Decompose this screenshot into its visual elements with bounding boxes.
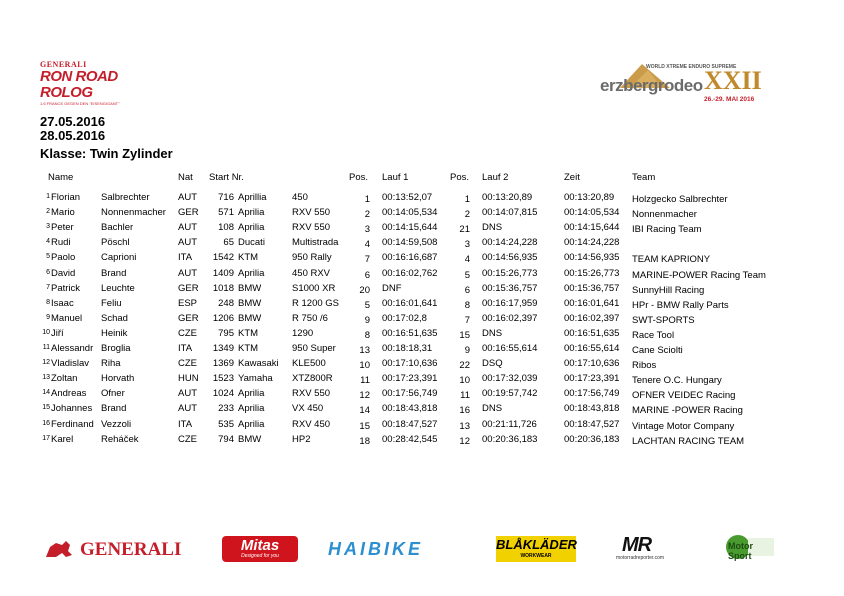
pos1-cell: 7	[364, 254, 370, 266]
zeit-cell: 00:16:01,641	[564, 297, 620, 309]
zeit-cell: 00:14:15,644	[564, 222, 620, 234]
lauf2-cell: DNS	[482, 327, 503, 339]
lauf1-cell: 00:17:56,749	[382, 388, 438, 400]
start-number-cell: 535	[218, 418, 234, 430]
bike-make-cell: BMW	[238, 312, 262, 324]
start-number-cell: 233	[218, 403, 234, 415]
start-number-cell: 1542	[212, 252, 234, 264]
start-number-cell: 1018	[212, 282, 234, 294]
mr-sub: motorradreporter.com	[616, 555, 665, 561]
rank-cell: 8	[46, 298, 50, 306]
first-name-cell: Peter	[51, 222, 74, 234]
sponsor-motorsport	[724, 532, 776, 562]
bike-model-cell: 450	[292, 192, 308, 203]
mitas-tagline: Designed for you	[241, 553, 279, 559]
lauf1-cell: 00:17:10,636	[382, 358, 438, 370]
last-name-cell: Ofner	[101, 388, 125, 400]
date-line-2: 28.05.2016	[40, 128, 106, 143]
sponsor-mitas	[222, 536, 298, 562]
nationality-cell: AUT	[178, 192, 197, 203]
zeit-cell: 00:18:47,527	[564, 418, 620, 430]
rank-cell: 16	[42, 419, 50, 427]
bike-make-cell: BMW	[238, 297, 262, 309]
bike-model-cell: S1000 XR	[292, 282, 336, 294]
last-name-cell: Vezzoli	[101, 418, 132, 430]
pos1-cell: 9	[364, 314, 370, 326]
erzberg-brand: erzbergrodeo	[600, 76, 703, 95]
zeit-cell: 00:16:55,614	[564, 343, 620, 354]
team-cell: Ribos	[632, 360, 657, 372]
lauf2-cell: DNS	[482, 403, 503, 415]
start-number-cell: 1349	[212, 343, 234, 354]
lauf1-cell: 00:17:23,391	[382, 373, 438, 385]
pos1-cell: 11	[360, 375, 370, 387]
team-cell: TEAM KAPRIONY	[632, 254, 711, 266]
bike-make-cell: Aprilia	[238, 388, 265, 400]
bike-model-cell: R 1200 GS	[292, 297, 339, 309]
lauf1-cell: 00:16:01,641	[382, 297, 438, 309]
lauf2-cell: 00:19:57,742	[482, 388, 538, 400]
last-name-cell: Caprioni	[101, 252, 137, 264]
nationality-cell: AUT	[178, 388, 197, 400]
rank-cell: 1	[46, 193, 50, 200]
last-name-cell: Feliu	[101, 297, 122, 309]
zeit-cell: 00:13:20,89	[564, 192, 615, 203]
blaklader-sub: WORKWEAR	[520, 553, 552, 559]
col-header-zeit: Zeit	[564, 172, 580, 183]
pos1-cell: 10	[359, 360, 370, 372]
lauf2-cell: 00:20:36,183	[482, 433, 538, 445]
rank-cell: 6	[46, 268, 50, 276]
nationality-cell: ITA	[178, 343, 193, 354]
rank-cell: 13	[42, 374, 50, 382]
nationality-cell: ITA	[178, 418, 193, 430]
team-cell: Nonnenmacher	[632, 209, 697, 221]
lauf2-cell: 00:15:36,757	[482, 282, 538, 294]
last-name-cell: Leuchte	[101, 282, 135, 294]
team-cell: SWT-SPORTS	[632, 314, 695, 326]
pos2-cell: 2	[464, 209, 470, 221]
nationality-cell: ITA	[178, 252, 193, 264]
first-name-cell: Ferdinand	[51, 418, 94, 430]
lauf2-cell: 00:16:55,614	[482, 343, 538, 354]
rank-cell: 5	[46, 253, 50, 261]
last-name-cell: Horvath	[101, 373, 135, 385]
lauf1-cell: 00:16:16,687	[382, 252, 438, 264]
start-number-cell: 1369	[212, 358, 234, 370]
lauf1-cell: 00:18:18,31	[382, 343, 433, 354]
pos2-cell: 11	[460, 390, 470, 402]
bike-model-cell: 1290	[292, 327, 314, 339]
pos2-cell: 9	[464, 345, 470, 356]
pos2-cell: 21	[459, 224, 470, 236]
team-cell: MARINE -POWER Racing	[632, 405, 743, 417]
nationality-cell: GER	[178, 207, 199, 219]
pos2-cell: 6	[464, 284, 470, 296]
zeit-cell: 00:17:10,636	[564, 358, 620, 370]
pos2-cell: 22	[459, 360, 470, 372]
lauf1-cell: 00:18:43,818	[382, 403, 438, 415]
nationality-cell: AUT	[178, 403, 197, 415]
start-number-cell: 795	[218, 327, 234, 339]
bike-model-cell: RXV 550	[292, 222, 331, 234]
team-cell: Race Tool	[632, 329, 675, 341]
nationality-cell: ESP	[178, 297, 198, 309]
bike-model-cell: HP2	[292, 433, 311, 445]
team-cell: LACHTAN RACING TEAM	[632, 435, 745, 447]
team-cell: SunnyHill Racing	[632, 284, 705, 296]
lauf1-cell: 00:14:59,508	[382, 237, 438, 249]
zeit-cell: 00:16:02,397	[564, 312, 620, 324]
last-name-cell: Bachler	[101, 222, 134, 234]
col-header-nat: Nat	[178, 172, 193, 183]
first-name-cell: Vladislav	[51, 358, 90, 370]
zeit-cell: 00:14:24,228	[564, 237, 620, 249]
team-cell: Vintage Motor Company	[632, 420, 735, 432]
col-header-team: Team	[632, 172, 656, 183]
col-header-lauf1: Lauf 1	[382, 172, 409, 183]
start-number-cell: 1206	[212, 312, 234, 324]
last-name-cell: Brand	[101, 403, 127, 415]
nationality-cell: CZE	[178, 433, 197, 445]
pos1-cell: 15	[359, 420, 370, 432]
last-name-cell: Schad	[101, 312, 128, 324]
first-name-cell: Andreas	[51, 388, 87, 400]
team-cell: HPr - BMW Rally Parts	[632, 299, 729, 311]
erzberg-numeral: XXII	[704, 66, 762, 95]
lauf2-cell: DSQ	[482, 358, 503, 370]
sponsor-generali	[44, 536, 192, 562]
bike-make-cell: Kawasaki	[238, 358, 279, 370]
pos1-cell: 12	[359, 390, 370, 402]
start-number-cell: 716	[218, 192, 234, 203]
zeit-cell: 00:17:56,749	[564, 388, 620, 400]
last-name-cell: Broglia	[101, 343, 131, 354]
last-name-cell: Brand	[101, 267, 127, 279]
rank-cell: 10	[42, 328, 50, 336]
rank-cell: 2	[46, 208, 50, 216]
last-name-cell: Pöschl	[101, 237, 130, 249]
lauf2-cell: 00:17:32,039	[482, 373, 538, 385]
first-name-cell: Karel	[51, 433, 74, 445]
rank-cell: 15	[42, 404, 50, 412]
pos2-cell: 16	[459, 405, 470, 417]
lauf2-cell: 00:21:11,726	[482, 418, 537, 430]
team-cell: Cane Sciolti	[632, 345, 683, 356]
pos1-cell: 20	[359, 284, 370, 296]
first-name-cell: Alessandr	[51, 343, 94, 354]
zeit-cell: 00:16:51,635	[564, 327, 620, 339]
col-header-pos2: Pos.	[450, 172, 470, 183]
pos2-cell: 12	[459, 435, 470, 447]
bike-model-cell: Multistrada	[292, 237, 339, 249]
last-name-cell: Reháček	[101, 433, 139, 445]
haibike-label: HAIBIKE	[328, 539, 424, 559]
rank-cell: 17	[42, 434, 50, 442]
nationality-cell: GER	[178, 282, 199, 294]
lauf1-cell: 00:13:52,07	[382, 192, 433, 203]
bike-model-cell: RXV 550	[292, 207, 331, 219]
team-cell: IBI Racing Team	[632, 224, 702, 236]
bike-make-cell: BMW	[238, 282, 262, 294]
lauf1-cell: 00:16:51,635	[382, 327, 438, 339]
rank-cell: 11	[42, 344, 50, 351]
pos1-cell: 18	[359, 435, 370, 447]
pos2-cell: 4	[464, 254, 470, 266]
bike-model-cell: RXV 550	[292, 388, 331, 400]
blaklader-label: BLÅKLÄDER	[496, 537, 577, 552]
col-header-start-nr: Start Nr.	[209, 172, 244, 183]
bike-make-cell: KTM	[238, 252, 259, 264]
nationality-cell: HUN	[178, 373, 199, 385]
pos2-cell: 10	[459, 375, 470, 387]
zeit-cell: 00:17:23,391	[564, 373, 620, 385]
start-number-cell: 108	[218, 222, 234, 234]
pos1-cell: 1	[364, 194, 370, 205]
rank-cell: 4	[46, 238, 50, 246]
first-name-cell: Manuel	[51, 312, 83, 324]
first-name-cell: Isaac	[51, 297, 74, 309]
bike-model-cell: XTZ800R	[292, 373, 333, 385]
first-name-cell: Johannes	[51, 403, 93, 415]
motorsport-label: Motor Sport	[728, 541, 753, 561]
bike-model-cell: VX 450	[292, 403, 324, 415]
erzberg-tagline: WORLD XTREME ENDURO SUPREME	[646, 64, 737, 70]
date-line-1: 27.05.2016	[40, 114, 106, 129]
lauf1-cell: 00:14:15,644	[382, 222, 438, 234]
zeit-cell: 00:14:05,534	[564, 207, 620, 219]
rank-cell: 12	[42, 359, 50, 367]
team-cell: Tenere O.C. Hungary	[632, 375, 722, 387]
last-name-cell: Riha	[101, 358, 121, 370]
pos2-cell: 3	[464, 239, 470, 251]
lauf2-cell: 00:16:17,959	[482, 297, 538, 309]
bike-make-cell: Ducati	[238, 237, 265, 249]
first-name-cell: Jiří	[51, 327, 64, 339]
col-header-pos1: Pos.	[349, 172, 369, 183]
nationality-cell: GER	[178, 312, 199, 324]
bike-make-cell: Aprilia	[238, 403, 265, 415]
bike-make-cell: Aprillia	[238, 192, 267, 203]
first-name-cell: Florian	[51, 192, 81, 203]
start-number-cell: 1024	[212, 388, 234, 400]
mr-label: MR	[622, 534, 652, 556]
bike-model-cell: 450 RXV	[292, 267, 331, 279]
sponsor-motorradreporter	[616, 536, 696, 562]
start-number-cell: 571	[218, 207, 234, 219]
start-number-cell: 1409	[212, 267, 234, 279]
lauf2-cell: 00:15:26,773	[482, 267, 538, 279]
first-name-cell: Paolo	[51, 252, 76, 264]
first-name-cell: David	[51, 267, 76, 279]
bike-model-cell: 950 Super	[292, 343, 336, 354]
start-number-cell: 1523	[212, 373, 234, 385]
erzberg-dates: 26.-29. MAI 2016	[704, 96, 755, 103]
pos1-cell: 6	[364, 269, 370, 281]
mitas-label: Mitas	[240, 537, 280, 554]
bike-model-cell: KLE500	[292, 358, 326, 370]
bike-make-cell: Aprilia	[238, 418, 265, 430]
zeit-cell: 00:15:26,773	[564, 267, 620, 279]
generali-label: GENERALI	[80, 539, 182, 560]
pos1-cell: 14	[359, 405, 370, 417]
nationality-cell: CZE	[178, 358, 197, 370]
bike-make-cell: Aprilia	[238, 207, 265, 219]
last-name-cell: Heinik	[101, 327, 128, 339]
rank-cell: 14	[42, 389, 50, 397]
first-name-cell: Rudi	[51, 237, 71, 249]
lauf1-cell: 00:17:02,8	[382, 312, 427, 324]
logo-left-line1: GENERALI	[40, 60, 87, 69]
nationality-cell: AUT	[178, 222, 197, 234]
col-header-lauf2: Lauf 2	[482, 172, 509, 183]
bike-make-cell: Yamaha	[238, 373, 273, 385]
pos2-cell: 7	[464, 314, 470, 326]
first-name-cell: Mario	[51, 207, 75, 219]
lauf1-cell: DNF	[382, 282, 402, 294]
pos2-cell: 1	[464, 194, 470, 205]
first-name-cell: Patrick	[51, 282, 81, 294]
pos1-cell: 2	[364, 209, 370, 221]
pos2-cell: 15	[459, 329, 470, 341]
bike-make-cell: Aprilia	[238, 222, 265, 234]
bike-model-cell: RXV 450	[292, 418, 331, 430]
lauf1-cell: 00:16:02,762	[382, 267, 438, 279]
nationality-cell: AUT	[178, 267, 197, 279]
lauf2-cell: 00:14:56,935	[482, 252, 538, 264]
lauf2-cell: 00:13:20,89	[482, 192, 533, 203]
bike-make-cell: KTM	[238, 327, 259, 339]
pos1-cell: 8	[364, 329, 370, 341]
lauf2-cell: DNS	[482, 222, 503, 234]
logo-left-tagline: 1.6 FRANCE GEGEN DEN "EISENGIGANT"	[40, 101, 120, 106]
logo-left-line2: RON ROAD	[40, 68, 118, 85]
zeit-cell: 00:20:36,183	[564, 433, 620, 445]
lauf1-cell: 00:14:05,534	[382, 207, 438, 219]
bike-make-cell: Aprilia	[238, 267, 265, 279]
bike-model-cell: 950 Rally	[292, 252, 332, 264]
pos1-cell: 13	[359, 345, 370, 356]
last-name-cell: Salbrechter	[101, 192, 150, 203]
rank-cell: 9	[46, 313, 50, 321]
pos2-cell: 8	[464, 299, 470, 311]
pos2-cell: 5	[464, 269, 470, 281]
rank-cell: 7	[46, 283, 50, 291]
start-number-cell: 65	[223, 237, 234, 249]
lauf2-cell: 00:14:07,815	[482, 207, 538, 219]
zeit-cell: 00:15:36,757	[564, 282, 620, 294]
pos2-cell: 13	[459, 420, 470, 432]
sponsor-haibike	[328, 536, 470, 562]
nationality-cell: CZE	[178, 327, 197, 339]
logo-left-line3: ROLOG	[40, 84, 93, 101]
bike-model-cell: R 750 /6	[292, 312, 328, 324]
pos1-cell: 4	[364, 239, 370, 251]
team-cell: MARINE-POWER Racing Team	[632, 269, 766, 281]
lion-icon	[44, 539, 74, 559]
zeit-cell: 00:14:56,935	[564, 252, 620, 264]
zeit-cell: 00:18:43,818	[564, 403, 620, 415]
lauf1-cell: 00:28:42,545	[382, 433, 438, 445]
lauf1-cell: 00:18:47,527	[382, 418, 438, 430]
team-cell: Holzgecko Salbrechter	[632, 194, 728, 205]
lauf2-cell: 00:16:02,397	[482, 312, 538, 324]
pos1-cell: 5	[364, 299, 370, 311]
last-name-cell: Nonnenmacher	[101, 207, 166, 219]
first-name-cell: Zoltan	[51, 373, 78, 385]
start-number-cell: 794	[218, 433, 234, 445]
sponsor-blaklader	[496, 536, 576, 562]
col-header-name: Name	[48, 172, 74, 183]
rank-cell: 3	[46, 223, 50, 231]
nationality-cell: AUT	[178, 237, 197, 249]
pos1-cell: 3	[364, 224, 370, 236]
bike-make-cell: KTM	[238, 343, 259, 354]
bike-make-cell: BMW	[238, 433, 262, 445]
start-number-cell: 248	[218, 297, 234, 309]
team-cell: OFNER VEIDEC Racing	[632, 390, 736, 402]
class-label: Klasse: Twin Zylinder	[40, 146, 173, 161]
lauf2-cell: 00:14:24,228	[482, 237, 538, 249]
